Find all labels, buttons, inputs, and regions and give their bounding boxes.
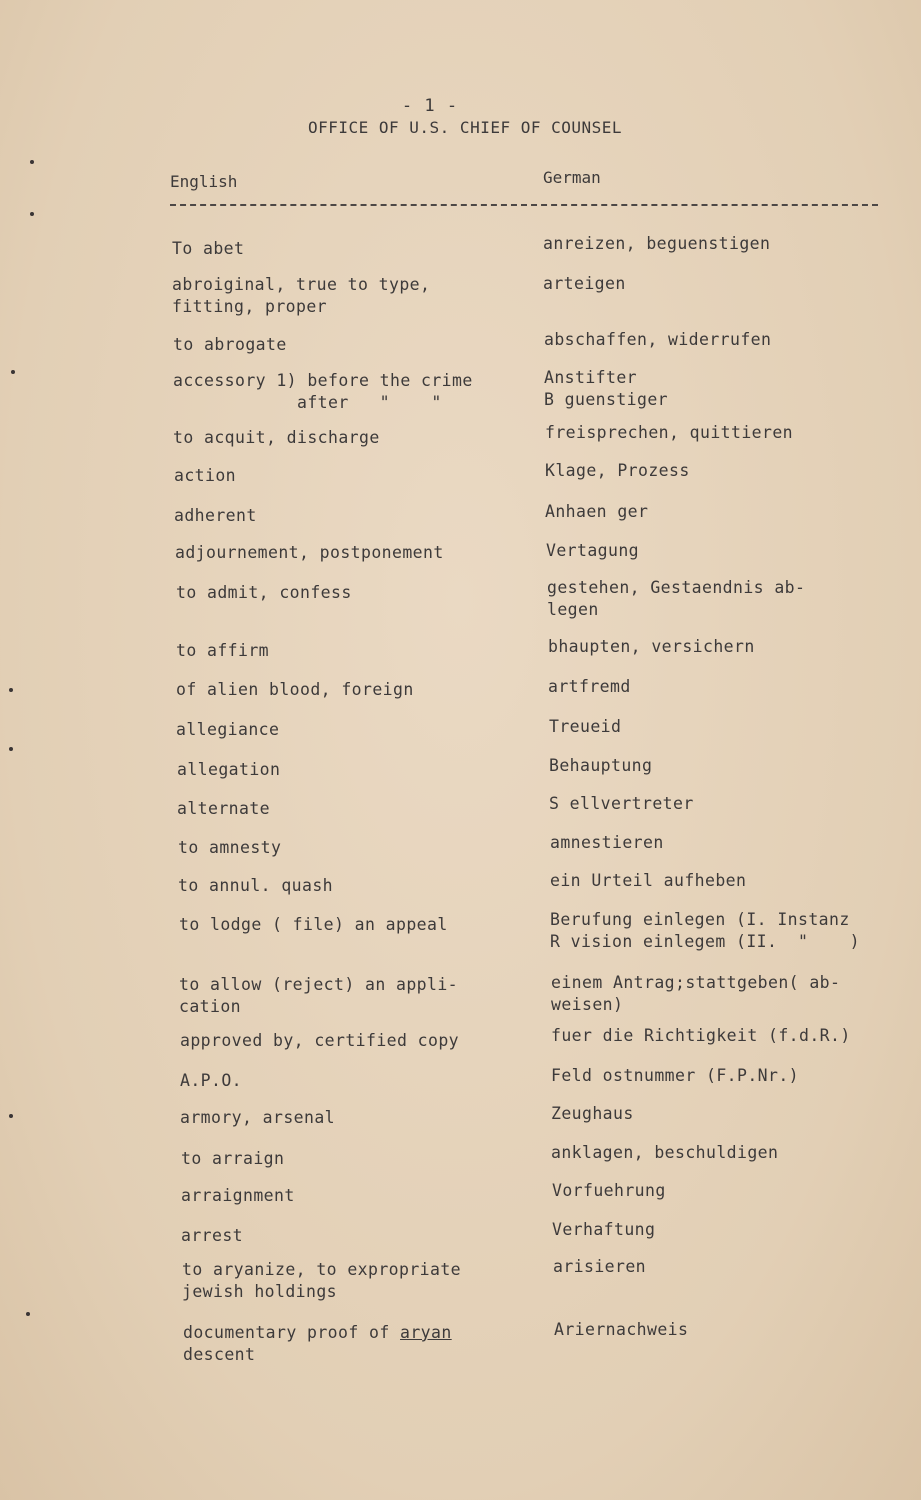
margin-speck [9,688,13,692]
english-term: to arraign [181,1149,285,1168]
underlined-word: aryan [400,1323,452,1342]
german-term: fuer die Richtigkeit (f.d.R.) [551,1026,851,1045]
english-term: armory, arsenal [180,1108,336,1127]
english-term: action [174,466,237,485]
english-term: arraignment [181,1186,295,1205]
margin-speck [26,1312,30,1316]
english-term: to aryanize, to expropriate jewish holdings [182,1260,462,1301]
german-term: arteigen [543,274,626,293]
english-term: adherent [174,506,257,525]
german-term: S ellvertreter [549,794,694,813]
german-term: Anhaen ger [545,502,649,521]
english-term-part: documentary proof of [183,1323,401,1342]
page-number: - 1 - [401,96,459,116]
english-term: approved by, certified copy [180,1031,460,1050]
german-term: Vorfuehrung [552,1181,666,1200]
german-term: Verhaftung [552,1220,656,1239]
german-term: arisieren [553,1257,647,1276]
margin-speck [9,1114,13,1118]
margin-speck [30,212,34,216]
english-term: to abrogate [173,335,287,354]
english-term-part: descent [183,1345,256,1364]
english-term: to admit, confess [176,583,352,602]
english-term: allegiance [176,720,280,739]
english-term: to amnesty [178,838,282,857]
english-term: To abet [172,239,245,258]
german-term: anklagen, beschuldigen [551,1143,779,1162]
english-term: to annul. quash [178,876,334,895]
header-divider [170,204,878,206]
german-term: Zeughaus [551,1104,634,1123]
german-term: gestehen, Gestaendnis ab- legen [547,578,806,619]
german-term: Treueid [549,717,622,736]
german-term: Anstifter B guenstiger [544,368,669,409]
german-term: Feld ostnummer (F.P.Nr.) [551,1066,800,1085]
german-term: freisprechen, quittieren [545,423,794,442]
english-term: alternate [177,799,271,818]
english-term: to acquit, discharge [173,428,380,447]
english-term: to allow (reject) an appli- cation [179,975,459,1016]
margin-speck [9,747,13,751]
german-term: einem Antrag;stattgeben( ab- weisen) [551,973,841,1014]
german-term: amnestieren [550,833,664,852]
english-term: accessory 1) before the crime after " " [173,371,473,412]
german-term: bhaupten, versichern [548,637,755,656]
german-term: Ariernachweis [554,1320,689,1339]
german-term: Berufung einlegen (I. Instanz R vision einlegem (II. " ) [550,910,861,951]
german-term: Behauptung [549,756,653,775]
english-term: of alien blood, foreign [176,680,414,699]
english-term [183,1322,452,1366]
german-term: anreizen, beguenstigen [543,234,771,253]
english-term: A.P.O. [180,1071,243,1090]
english-term: arrest [181,1226,244,1245]
english-term: to lodge ( file) an appeal [179,915,448,934]
german-term: artfremd [548,677,631,696]
german-term: ein Urteil aufheben [550,871,747,890]
margin-speck [11,370,15,374]
german-term: abschaffen, widerrufen [544,330,772,349]
english-term: allegation [177,760,281,779]
column-header-english: English [170,172,238,191]
german-term: Klage, Prozess [545,461,690,480]
column-header-german: German [543,168,601,187]
english-term: adjournement, postponement [175,543,444,562]
page-title: OFFICE OF U.S. CHIEF OF COUNSEL [307,118,623,137]
margin-speck [30,160,34,164]
english-term: abroiginal, true to type, fitting, proper [172,275,431,316]
english-term: to affirm [176,641,270,660]
german-term: Vertagung [546,541,640,560]
